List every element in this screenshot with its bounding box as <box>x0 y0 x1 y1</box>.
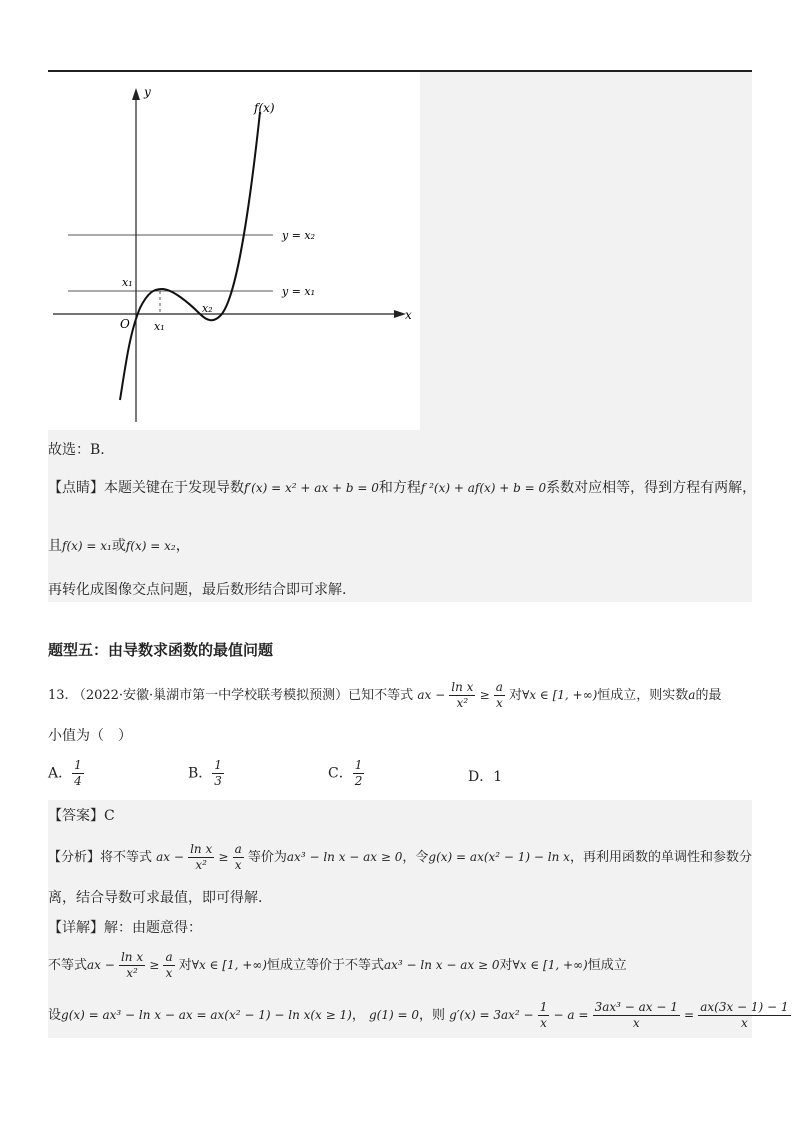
choose-answer: 故选：B. <box>48 442 105 458</box>
and-equation-text: 和方程 <box>378 480 421 496</box>
function-graph <box>48 72 420 430</box>
conclusion-line: 再转化成图像交点问题，最后数形结合即可求解. <box>48 582 347 598</box>
derivative-expression: f′(x) = x² + ax + b = 0 <box>244 481 379 495</box>
ge-sign: ≥ <box>479 688 490 702</box>
option-c[interactable]: C． $\frac{1}{2}$ <box>328 758 363 788</box>
y-axis-label: y <box>144 85 151 99</box>
option-d[interactable]: D．1 <box>468 769 503 785</box>
ineq-left: ax − <box>417 688 446 702</box>
comment-suffix: 系数对应相等，得到方程有两解， <box>546 480 757 496</box>
analysis-suffix: ，再利用函数的单调性和参数分 <box>569 850 752 865</box>
question-source: （2022·安徽·巢湖市第一中学校联考模拟预测）已知不等式 <box>72 688 414 703</box>
or-text: 或 <box>111 538 126 554</box>
analysis-line-2: 离，结合导数可求最值，即可得解. <box>48 890 263 906</box>
origin-label: O <box>120 317 130 331</box>
gp-frac-2: $\frac{\text{3ax³ − ax − 1}}{x}$ <box>594 1000 678 1030</box>
analysis-ge: ≥ <box>218 850 229 864</box>
let-text: ，令 <box>402 850 429 865</box>
equiv-text: 等价为 <box>247 850 287 865</box>
detail-label: 【详解】解：由题意得： <box>48 920 202 936</box>
and-prefix: 且 <box>48 538 62 554</box>
x-tick-x1-label: x₁ <box>154 320 165 333</box>
analysis-frac-a-x: $\frac{a}{x}$ <box>234 842 242 872</box>
domain: ∀x ∈ [1, +∞) <box>522 688 598 702</box>
g-definition: g(x) = ax(x² − 1) − ln x <box>428 850 570 864</box>
ln-x-over-x2: $\frac{\text{ln x}}{\text{x²}}$ <box>451 680 474 710</box>
y-tick-x1-label: x₁ <box>122 276 133 289</box>
analysis-ineq: ax − <box>156 850 184 864</box>
analysis-frac-lnx: $\frac{\text{ln x}}{\text{x²}}$ <box>190 842 213 872</box>
for-all-prefix: 对 <box>509 688 523 703</box>
gp-frac-3: $\frac{ax(3x - 1) - 1}{x}$ <box>700 1000 789 1030</box>
function-graph-figure <box>48 72 420 430</box>
detail-frac-lnx: $\frac{\text{ln x}}{\text{x²}}$ <box>120 950 144 980</box>
fx-equals-x1: f(x) = x₁ <box>62 539 112 553</box>
question-line-2: 小值为（ ） <box>48 728 132 744</box>
line-y-x1-label: y = x₁ <box>282 285 316 298</box>
comment-prefix: 【点睛】本题关键在于发现导数 <box>48 480 244 496</box>
analysis-prefix: 【分析】将不等式 <box>48 850 153 865</box>
g-prime-start: g′(x) = 3ax² − <box>449 1008 534 1022</box>
g-of-1: g(1) = 0 <box>368 1008 419 1022</box>
section-title: 题型五：由导数求函数的最值问题 <box>48 641 274 659</box>
question-number: 13. <box>48 688 69 703</box>
x-axis-label: x <box>405 308 412 322</box>
detail-line-2: 设g(x) = ax³ − ln x − ax = ax(x² − 1) − ln x(x ≥ 1)， g(1) = 0，则 g′(x) = 3ax² − $\frac{1}{x}$ − a = $\frac{\text{3ax³ − ax − 1}}{x}$ = $\frac{ax(3x - 1) - 1}{x}$ <box>48 1000 789 1030</box>
fx-equals-x2: f(x) = x₂ <box>125 539 176 553</box>
question-line-1 <box>48 680 721 711</box>
curve-label: f(x) <box>254 101 275 115</box>
line-y-x2-label: y = x₂ <box>282 229 316 242</box>
option-b[interactable]: B． $\frac{1}{3}$ <box>188 758 222 788</box>
detail-frac-a-x: $\frac{a}{x}$ <box>165 950 173 980</box>
var-a: a <box>688 688 696 702</box>
analysis-line-1 <box>48 842 752 873</box>
and-line <box>48 536 190 556</box>
a-over-x: $\frac{a}{x}$ <box>495 680 503 710</box>
question-text-after: 恒成立，则实数 <box>597 688 689 703</box>
gp-frac-1-x: $\frac{1}{x}$ <box>539 1000 548 1030</box>
comment-line <box>48 478 756 498</box>
equiv-expression: ax³ − ln x − ax ≥ 0 <box>286 850 403 864</box>
question-text-end: 的最 <box>695 688 722 703</box>
option-a[interactable]: A． $\frac{1}{4}$ <box>48 758 82 788</box>
y-axis-arrow <box>132 88 140 100</box>
x-tick-x2-label: x₂ <box>202 302 213 315</box>
equation-expression: f ²(x) + af(x) + b = 0 <box>420 481 547 495</box>
comma: ， <box>175 538 190 554</box>
g-full-definition: g(x) = ax³ − ln x − ax = ax(x² − 1) − ln x(x ≥ 1) <box>61 1008 352 1022</box>
answer-label: 【答案】C <box>48 808 115 824</box>
function-curve <box>120 112 260 400</box>
detail-line-1: 不等式ax − $\frac{\text{ln x}}{\text{x²}}$ ≥ $\frac{a}{x}$ 对∀x ∈ [1, +∞)恒成立等价于不等式ax³ − ln x − ax ≥ 0对∀x ∈ [1, +∞)恒成立 <box>48 950 627 980</box>
